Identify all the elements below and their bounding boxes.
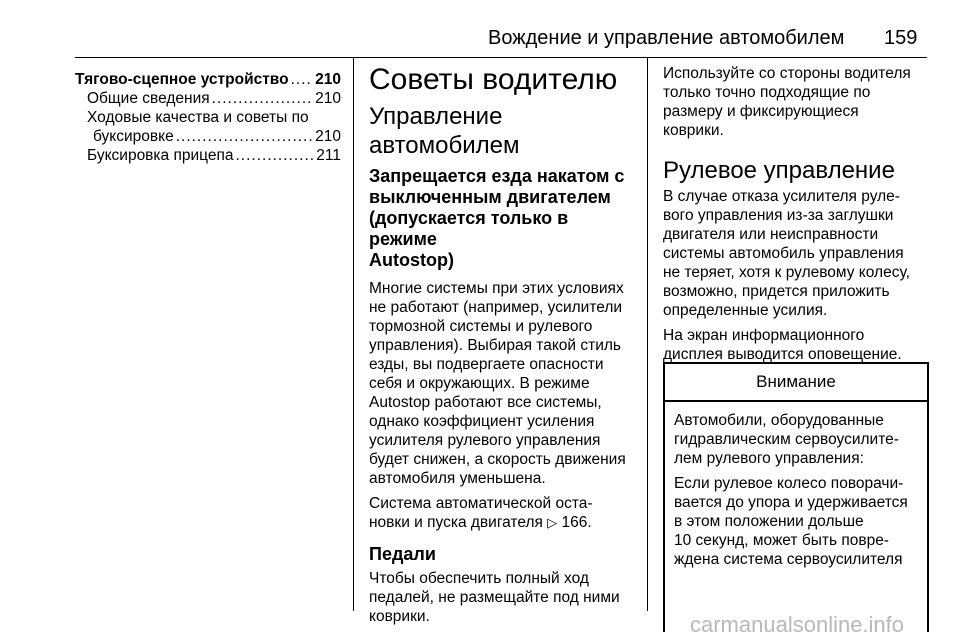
toc-item-label: буксировке	[93, 128, 174, 145]
text-line: усилителя рулевого управления	[369, 432, 601, 449]
text-line: в этом положении дольше	[674, 513, 864, 530]
coasting-paragraph	[369, 279, 635, 488]
warning-box	[663, 362, 929, 632]
text-line: дисплея выводится оповещение.	[663, 346, 902, 363]
toc-item-label-line1: Ходовые качества и советы по	[87, 109, 309, 126]
toc-leader-dots	[176, 127, 313, 146]
text-line: тормозной системы и рулевого	[369, 318, 593, 335]
watermark-text: carmanualsonline.info	[690, 612, 905, 637]
text-line: вается до упора и удерживается	[674, 494, 908, 511]
heading-line: Запрещается езда накатом с	[369, 166, 625, 186]
text-line: Система автоматической оста-	[369, 495, 593, 512]
text-line: Автомобили, оборудованные	[674, 412, 884, 429]
text-line: определенные усилия.	[663, 302, 828, 319]
toc-item-towing-device[interactable]	[75, 70, 341, 89]
text-line: не теряет, хотя к рулевому колесу,	[663, 264, 910, 281]
warning-paragraph-1	[674, 411, 918, 468]
steering-heading: Рулевое управление	[663, 157, 895, 184]
column-divider-1	[353, 58, 354, 611]
text-line: гидравлическим сервоусилите-	[674, 431, 899, 448]
text-line: однако коэффициент усиления	[369, 413, 595, 430]
text-line: педалей, не размещайте под ними	[369, 589, 620, 606]
toc-leader-dots	[235, 146, 314, 165]
text-line: Autostop работают все системы,	[369, 394, 602, 411]
text-line: размеру и фиксирующиеся	[663, 103, 859, 120]
table-of-contents	[75, 70, 341, 165]
text-line: На экран информационного	[663, 327, 865, 344]
text-line: двигателя или неисправности	[663, 226, 879, 243]
text-line: Многие системы при этих условиях	[369, 280, 624, 297]
toc-item-general-info[interactable]	[75, 89, 341, 108]
pedals-paragraph	[369, 569, 635, 626]
text-line-with-reference	[369, 513, 635, 532]
toc-item-page: 210	[315, 90, 341, 107]
column-steering	[663, 64, 927, 568]
section-subtitle: Управление автомобилем	[369, 103, 520, 159]
toc-leader-dots	[291, 70, 314, 89]
page-reference-link[interactable]: 166.	[561, 514, 592, 531]
text-line: Чтобы обеспечить полный ход	[369, 570, 589, 587]
page-header	[0, 0, 960, 58]
toc-item-page: 210	[315, 71, 341, 88]
text-line: ждена система сервоусилителя	[674, 551, 903, 568]
text-line: вого управления из-за заглушки	[663, 207, 894, 224]
header-title: Вождение и управление автомобилем	[488, 27, 845, 49]
text-line: только точно подходящие по	[663, 84, 871, 101]
autostop-paragraph	[369, 494, 635, 532]
toc-item-label: Буксировка прицепа	[87, 147, 234, 164]
page-number: 159	[884, 27, 918, 49]
warning-title: Внимание	[665, 362, 927, 402]
steering-paragraph	[663, 187, 927, 320]
text-line: В случае отказа усилителя руле-	[663, 188, 900, 205]
toc-item-label: Тягово-сцепное устройство	[75, 71, 289, 88]
display-message-paragraph	[663, 326, 927, 364]
text-line: коврики.	[663, 122, 724, 139]
text-line: автомобиля уменьшена.	[369, 470, 546, 487]
text-line: управления). Выбирая такой стиль	[369, 337, 621, 354]
header-divider	[75, 57, 927, 58]
pedals-heading: Педали	[369, 544, 436, 564]
text-line: Используйте со стороны водителя	[663, 65, 911, 82]
text-line: Если рулевое колесо поворачи-	[674, 475, 904, 492]
text-line: не работают (например, усилители	[369, 299, 623, 316]
text-line: езды, вы подвергаете опасности	[369, 356, 604, 373]
text-line: возможно, придется приложить	[663, 283, 890, 300]
section-title: Советы водителю	[369, 63, 618, 96]
text-line: будет снижен, а скорость движения	[369, 451, 626, 468]
warning-paragraph-2	[674, 474, 918, 569]
column-driving-tips	[369, 62, 635, 632]
text-line: лем рулевого управления:	[674, 450, 864, 467]
heading-line: выключенным двигателем	[369, 187, 611, 207]
text-line: себя и окружающих. В режиме	[369, 375, 590, 392]
toc-item-driving-tips[interactable]	[75, 108, 341, 146]
coasting-heading	[369, 166, 635, 271]
floor-mats-paragraph	[663, 64, 927, 140]
toc-leader-dots	[212, 89, 313, 108]
text-span: новки и пуска двигателя	[369, 514, 543, 531]
warning-body	[665, 402, 927, 569]
toc-item-label: Общие сведения	[87, 90, 210, 107]
toc-item-page: 210	[315, 128, 341, 145]
toc-item-page: 211	[316, 147, 341, 164]
toc-item-trailer-towing[interactable]	[75, 146, 341, 165]
column-divider-2	[647, 58, 648, 611]
page-reference-icon[interactable]: ▷	[547, 515, 558, 530]
heading-line: Autostop)	[369, 250, 454, 270]
text-line: системы автомобиль управления	[663, 245, 904, 262]
text-line: коврики.	[369, 608, 430, 625]
text-line: 10 секунд, может быть повре-	[674, 532, 889, 549]
heading-line: (допускается только в режиме	[369, 208, 569, 249]
